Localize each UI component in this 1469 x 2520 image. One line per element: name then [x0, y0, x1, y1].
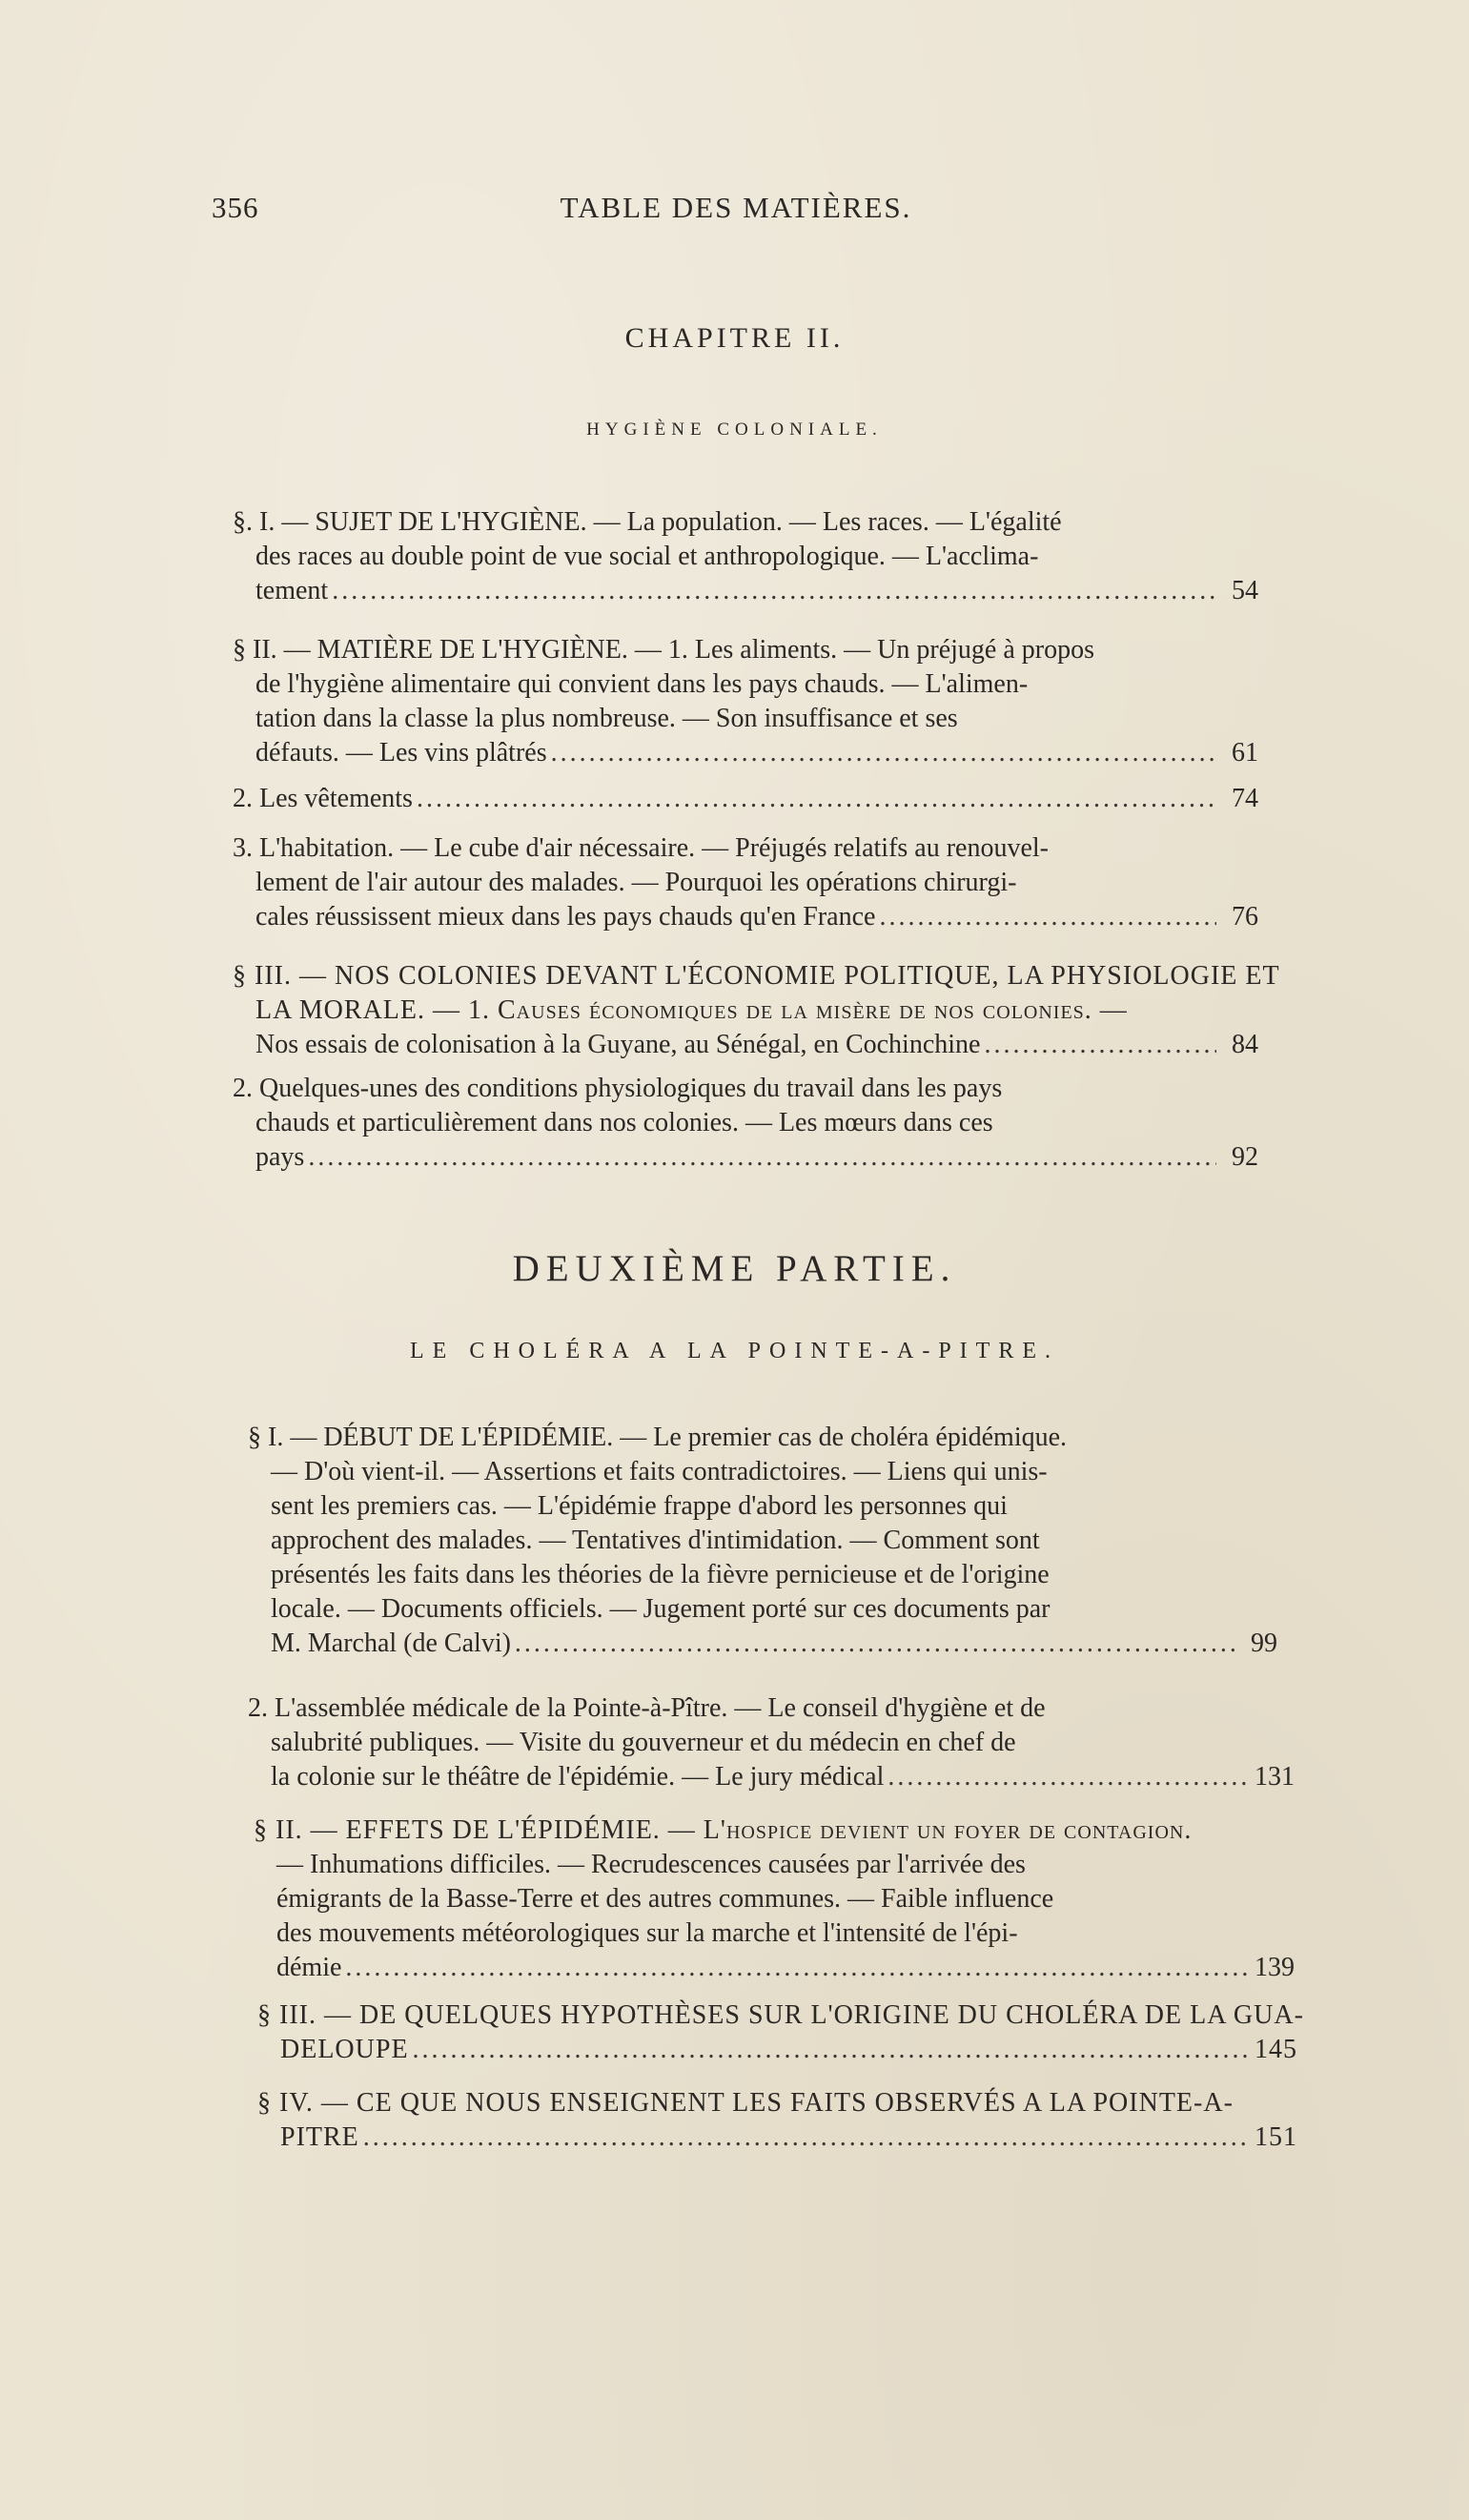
toc-entry: [248, 1421, 1277, 1661]
toc-entry: [257, 2086, 1297, 2155]
toc-entry-text: 2. Les vêtements: [233, 784, 413, 813]
toc-entry-text: tement: [255, 576, 329, 605]
dot-leader: [363, 2120, 1251, 2155]
dot-leader: [413, 2033, 1251, 2067]
toc-entry-leader: [271, 1627, 1277, 1661]
toc-entry-line: § II. — EFFETS DE L'ÉPIDÉMIE. — L'hospice devient un foyer de contagion.: [254, 1815, 1193, 1845]
toc-entry-leader: [255, 736, 1258, 770]
toc-entry: [248, 1691, 1295, 1794]
toc-entry-text: pays: [255, 1142, 305, 1172]
toc-entry: [257, 1998, 1304, 2067]
toc-entry-line: locale. — Documents officiels. — Jugement porté sur ces documents par: [271, 1594, 1051, 1624]
toc-entry-text: DELOUPE: [280, 2035, 409, 2064]
toc-entry-text: PITRE: [280, 2122, 359, 2152]
running-title: TABLE DES MATIÈRES.: [560, 191, 912, 224]
toc-entry: [254, 1813, 1295, 1985]
toc-entry-line: sent les premiers cas. — L'épidémie frappe d'abord les personnes qui: [271, 1491, 1008, 1521]
toc-entry-leader: [280, 2120, 1297, 2155]
toc-entry-leader: [276, 1951, 1293, 1985]
toc-entry-line: § II. — MATIÈRE DE L'HYGIÈNE. — 1. Les aliments. — Un préjugé à propos: [233, 635, 1094, 665]
toc-entry-line: de l'hygiène alimentaire qui convient dans les pays chauds. — L'alimen-: [255, 669, 1029, 699]
dot-leader: [308, 1140, 1216, 1175]
dot-leader: [345, 1951, 1251, 1985]
toc-entry-text: M. Marchal (de Calvi): [271, 1629, 511, 1658]
toc-entry: [233, 505, 1258, 608]
toc-page-ref: 76: [1232, 902, 1258, 932]
toc-entry-line: § III. — NOS COLONIES DEVANT L'ÉCONOMIE POLITIQUE, LA PHYSIOLOGIE ET: [233, 961, 1280, 991]
toc-entry-line: § IV. — CE QUE NOUS ENSEIGNENT LES FAITS OBSERVÉS A LA POINTE-A-: [257, 2088, 1234, 2118]
toc-entry: [233, 959, 1280, 1062]
page-number: 356: [212, 191, 259, 224]
toc-entry: [233, 831, 1258, 934]
chapter-title: CHAPITRE II.: [624, 322, 845, 354]
toc-entry: [233, 1072, 1258, 1175]
part-subtitle: LE CHOLÉRA A LA POINTE-A-PITRE.: [410, 1339, 1059, 1363]
toc-entry-text: cales réussissent mieux dans les pays chauds qu'en France: [255, 902, 876, 932]
toc-entry-line: LA MORALE. — 1. Causes économiques de la misère de nos colonies. —: [255, 995, 1128, 1025]
toc-entry-line: tation dans la classe la plus nombreuse. — Son insuffisance et ses: [255, 704, 958, 733]
toc-page-ref: 74: [1232, 784, 1258, 813]
toc-entry-line: des races au double point de vue social et anthropologique. — L'acclima-: [255, 542, 1039, 571]
toc-page-ref: 61: [1232, 738, 1258, 768]
toc-entry-text: Nos essais de colonisation à la Guyane, au Sénégal, en Cochinchine: [255, 1030, 981, 1059]
toc-page-ref: 131: [1255, 1762, 1295, 1792]
dot-leader: [515, 1627, 1235, 1661]
dot-leader: [984, 1028, 1216, 1062]
toc-entry-line: lement de l'air autour des malades. — Pourquoi les opérations chirurgi-: [255, 868, 1017, 897]
chapter-subtitle: HYGIÈNE COLONIALE.: [586, 420, 883, 440]
toc-entry-line: salubrité publiques. — Visite du gouverneur et du médecin en chef de: [271, 1728, 1016, 1757]
toc-entry: [233, 782, 1258, 816]
toc-entry-line: §. I. — SUJET DE L'HYGIÈNE. — La population. — Les races. — L'égalité: [233, 507, 1062, 537]
toc-entry-line: — D'où vient-il. — Assertions et faits contradictoires. — Liens qui unis-: [271, 1457, 1048, 1486]
toc-entry-line: 3. L'habitation. — Le cube d'air nécessaire. — Préjugés relatifs au renouvel-: [233, 833, 1049, 863]
toc-entry-leader: [255, 1028, 1258, 1062]
toc-page-ref: 54: [1232, 576, 1258, 605]
dot-leader: [417, 782, 1216, 816]
toc-entry-leader: [280, 2033, 1297, 2067]
toc-entry-leader: [255, 574, 1258, 608]
toc-entry-leader: [233, 782, 1258, 816]
toc-entry-line: approchent des malades. — Tentatives d'intimidation. — Comment sont: [271, 1526, 1040, 1555]
toc-page-ref: 92: [1232, 1142, 1258, 1172]
toc-page-ref: 139: [1255, 1953, 1295, 1982]
part-title: DEUXIÈME PARTIE.: [512, 1248, 957, 1289]
page-header: [212, 191, 1260, 238]
dot-leader: [879, 900, 1216, 934]
dot-leader: [551, 736, 1216, 770]
toc-page-ref: 151: [1255, 2122, 1297, 2152]
toc-entry-line: des mouvements météorologiques sur la marche et l'intensité de l'épi-: [276, 1918, 1018, 1948]
toc-entry-line: 2. L'assemblée médicale de la Pointe-à-Pître. — Le conseil d'hygiène et de: [248, 1693, 1046, 1723]
toc-entry-text: démie: [276, 1953, 342, 1982]
toc-page-ref: 84: [1232, 1030, 1258, 1059]
toc-entry-text: la colonie sur le théâtre de l'épidémie. — Le jury médical: [271, 1762, 885, 1792]
toc-entry-leader: [255, 1140, 1258, 1175]
toc-entry-line: présentés les faits dans les théories de la fièvre pernicieuse et de l'origine: [271, 1560, 1050, 1589]
dot-leader: [332, 574, 1216, 608]
toc-entry-line: 2. Quelques-unes des conditions physiologiques du travail dans les pays: [233, 1074, 1003, 1103]
toc-entry: [233, 633, 1258, 770]
toc-entry-line: § III. — DE QUELQUES HYPOTHÈSES SUR L'ORIGINE DU CHOLÉRA DE LA GUA-: [257, 2000, 1304, 2030]
toc-page-ref: 99: [1251, 1629, 1277, 1658]
dot-leader: [888, 1760, 1251, 1794]
toc-page-ref: 145: [1255, 2035, 1297, 2064]
toc-entry-line: — Inhumations difficiles. — Recrudescences causées par l'arrivée des: [276, 1850, 1026, 1879]
toc-entry-leader: [255, 900, 1258, 934]
toc-entry-line: § I. — DÉBUT DE L'ÉPIDÉMIE. — Le premier cas de choléra épidémique.: [248, 1423, 1068, 1452]
toc-entry-line: chauds et particulièrement dans nos colonies. — Les mœurs dans ces: [255, 1108, 993, 1137]
toc-entry-leader: [271, 1760, 1293, 1794]
toc-entry-text: défauts. — Les vins plâtrés: [255, 738, 547, 768]
toc-entry-line: émigrants de la Basse-Terre et des autres communes. — Faible influence: [276, 1884, 1054, 1914]
